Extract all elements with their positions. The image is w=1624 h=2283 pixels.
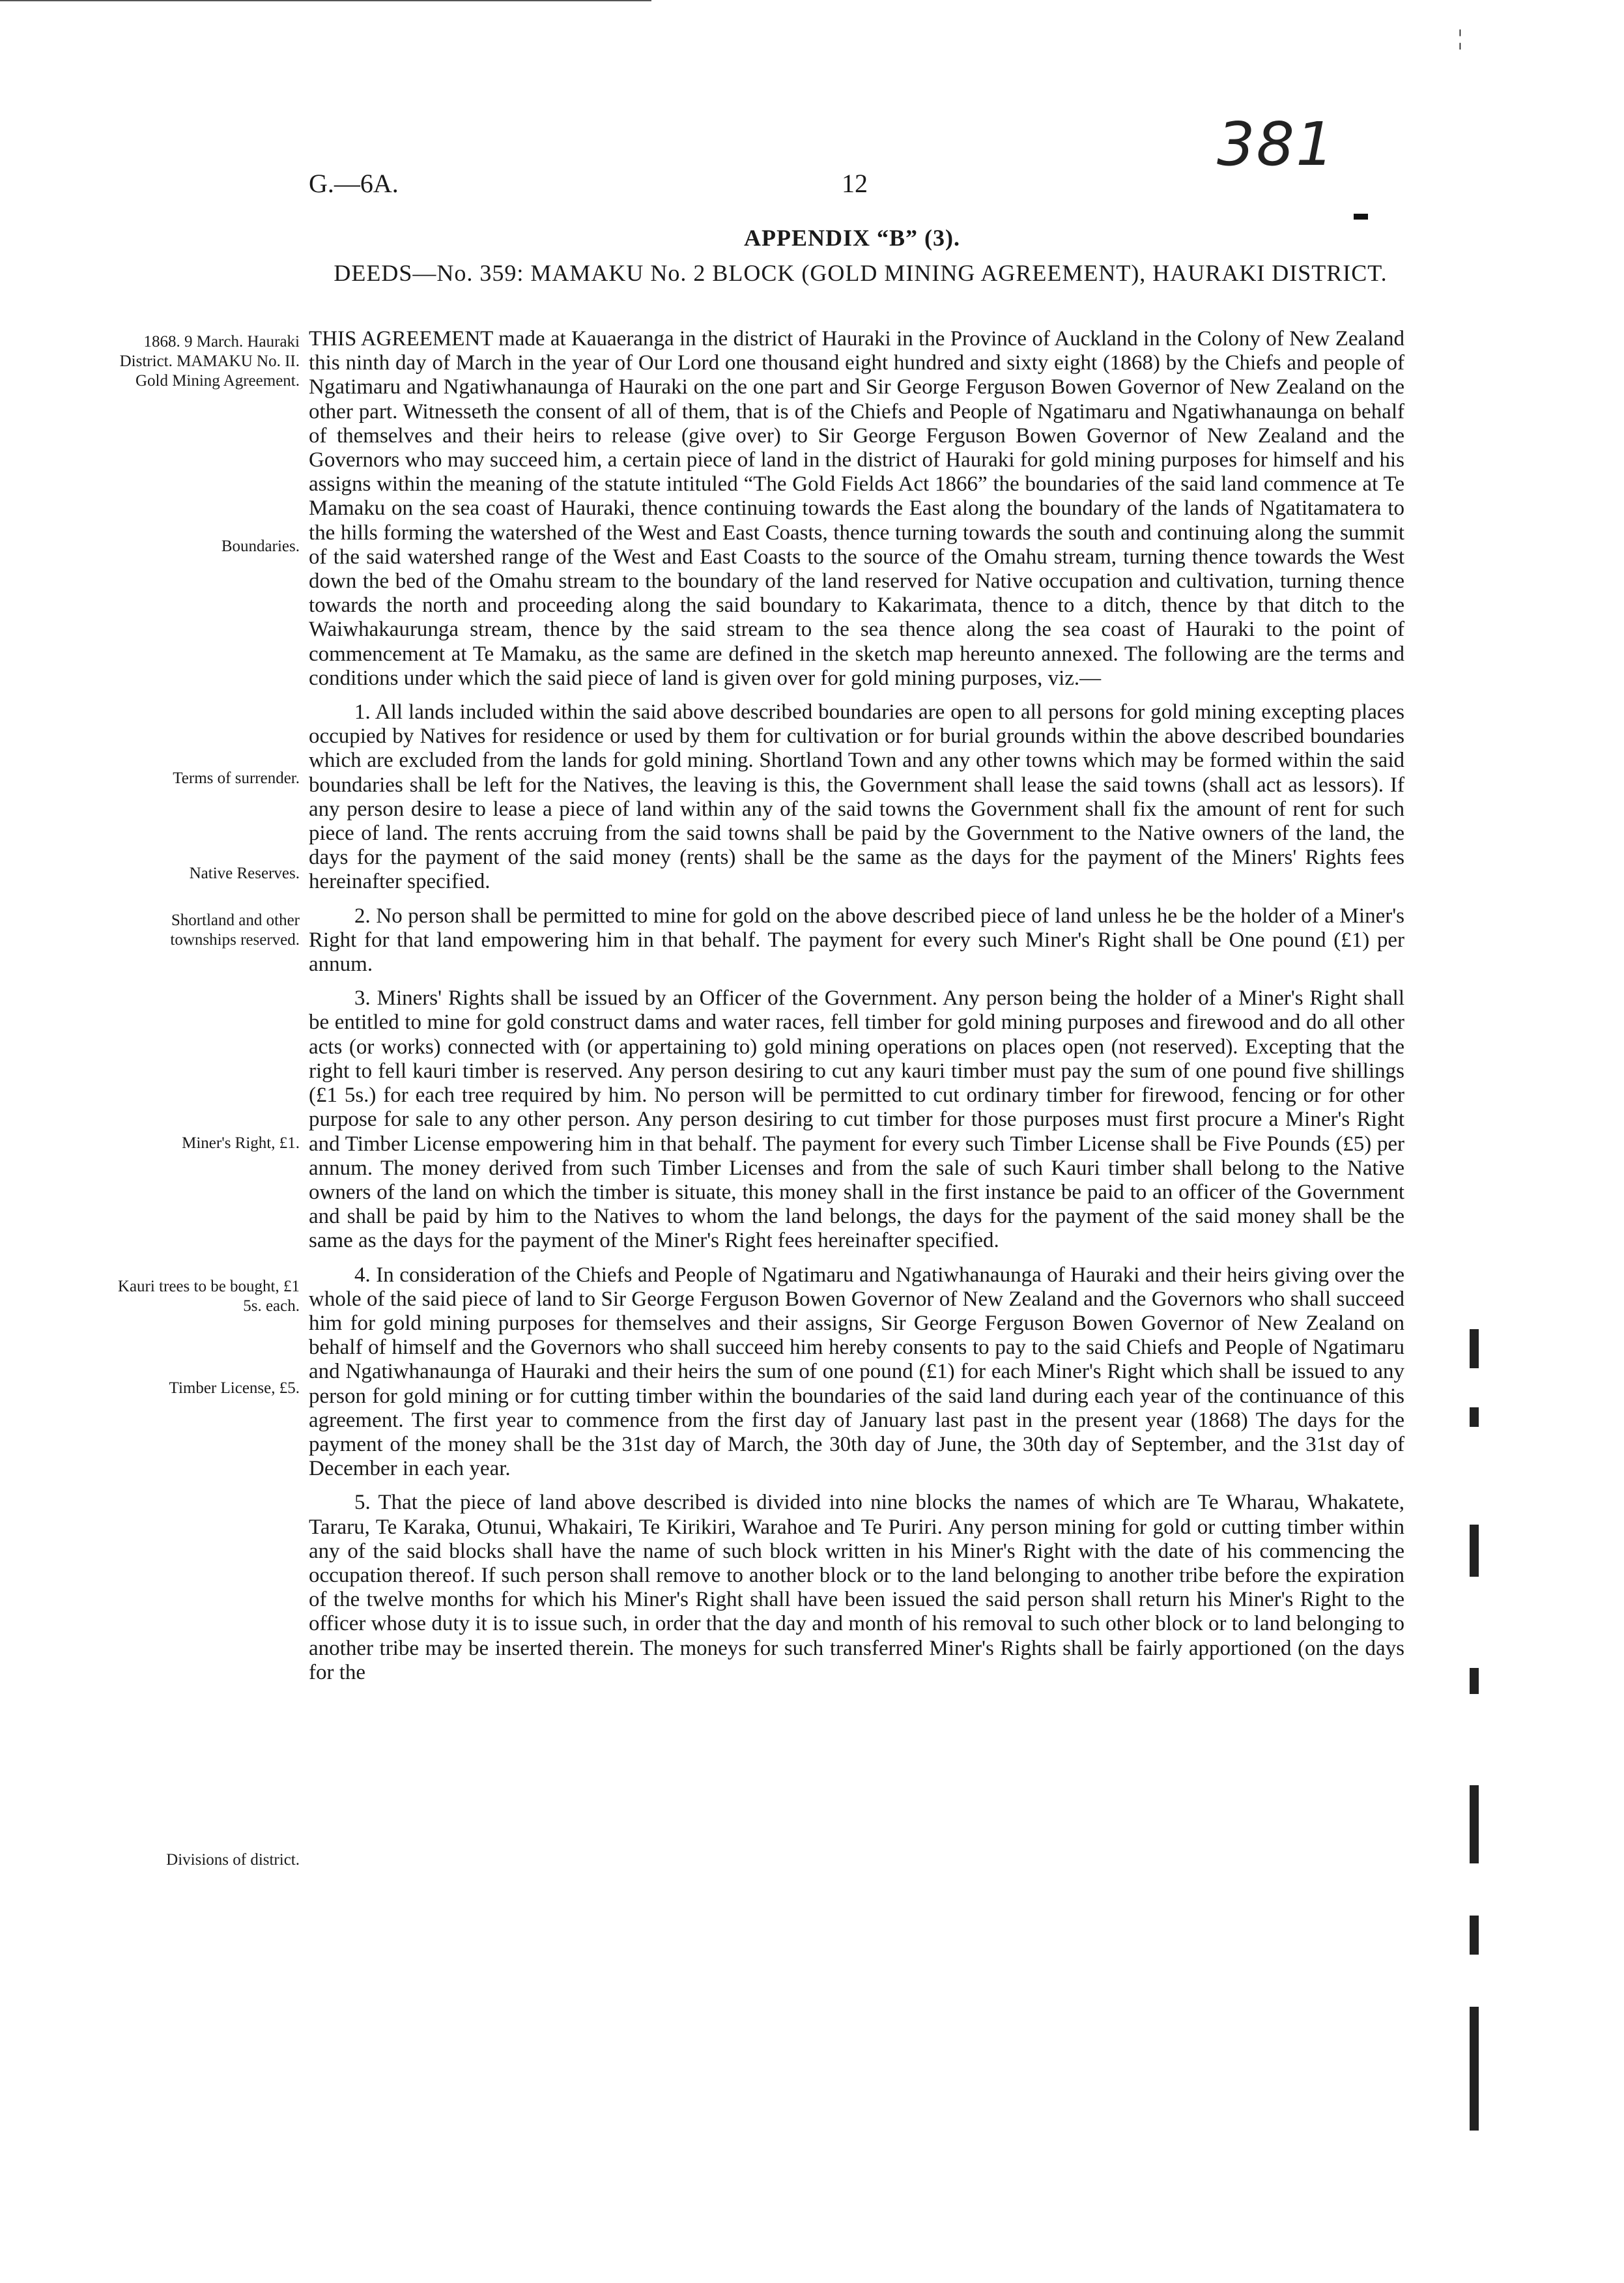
margin-note-boundaries: Boundaries.: [221, 538, 300, 555]
paragraph-3: 3. Miners' Rights shall be issued by an Officer of the Government. Any person being the holder of a Miner's Right shall be entitled to mine for gold construct dams and water races, fell timber for gold mining purposes and firewood and do all other acts (or works) connected with (or appertaining to) gold mining operations on places open (not reserved). Excepting that the right to fell kauri timber is reserved. Any person desiring to cut any kauri timber must pay the sum of one pound five shillings (£1 5s.) for each tree required by him. No person will be permitted to cut ordinary timber for firewood, fencing or for other purpose for sale to any other person. Any person desiring to cut timber for those purposes must first procure a Miner's Right and Timber License empowering him in that behalf. The payment for every such Timber License shall be Five Pounds (£5) per annum. The money derived from such Timber Licenses and from the sale of such Kauri timber shall belong to the Native owners of the land on which the timber is situate, this money shall in the first instance be paid to an officer of the Government and shall be paid by him to the Natives to whom the land belongs, the days for the payment of the said money shall be the same as the days for the payment of the Miner's Right fees hereinafter specified.: [309, 986, 1404, 1253]
margin-note-timber-license: Timber License, £5.: [169, 1379, 300, 1397]
scan-edge-marks: [1470, 1329, 1479, 2137]
paragraph-1: 1. All lands included within the said above described boundaries are open to all persons for gold mining excepting places occupied by Natives for residence or used by them for cultivation or for burial grounds within the above described boundaries which are excluded from the lands for gold mining. Shortland Town and any other towns which may be formed within the said boundaries shall be left for the Natives, the leaving is this, the Government shall lease the said towns (shall act as lessors). If any person desire to lease a piece of land within any of the said towns the Government shall fix the amount of rent for such piece of land. The rents accruing from the said towns shall be paid by the Government to the Native owners of the land, the days for the payment of the said money (rents) shall be the same as the days for the payment of the Miners' Rights fees hereinafter specified.: [309, 700, 1404, 894]
corner-mark: ¦: [1458, 26, 1462, 50]
margin-note-terms: Terms of surrender.: [173, 769, 300, 787]
margin-note-kauri: Kauri trees to be bought, £1 5s. each.: [117, 1278, 300, 1315]
margin-note-native-reserves: Native Reserves.: [189, 865, 300, 882]
paragraph-4: 4. In consideration of the Chiefs and People of Ngatimaru and Ngatiwhanaunga of Hauraki and their heirs giving over the whole of the said piece of land to Sir George Ferguson Bowen Governor of New Zealand and the Governors who shall succeed him for gold mining purposes for themselves and their assigns, Sir George Ferguson Bowen Governor of New Zealand on behalf of himself and the Governors who shall succeed him hereby consents to pay to the said Chiefs and People of Ngatimaru and Ngatiwhanaunga of Hauraki and their heirs the sum of one pound (£1) for each Miner's Right which shall be issued to any person for gold mining or for cutting timber within the boundaries of the said land during each year of the continuance of this agreement. The first year to commence from the first day of January last past in the present year (1868) The days for the payment of the money shall be the 31st day of March, the 30th day of June, the 30th day of September, and the 31st day of December in each year.: [309, 1263, 1404, 1481]
paragraph-2: 2. No person shall be permitted to mine for gold on the above described piece of land unless he be the holder of a Miner's Right for that land empowering him in that behalf. The payment for every such Miner's Right shall be One pound (£1) per annum.: [309, 904, 1404, 977]
margin-note-townships: Shortland and other townships reserved.: [170, 912, 300, 949]
top-rule: [0, 0, 651, 1]
margin-note-miners-right: Miner's Right, £1.: [182, 1134, 300, 1152]
paragraph-5: 5. That the piece of land above described is divided into nine blocks the names of which are Te Wharau, Whakatete, Tararu, Te Karaka, Otunui, Whakairi, Te Kirikiri, Warahoe and Te Puriri. Any person mining for gold or cutting timber within any of the said blocks shall have the name of such block written in his Miner's Right with the date of his commencing the occupation thereof. If such person shall remove to another block or to the land belonging to another tribe before the expiration of the twelve months for which his Miner's Right shall have been issued the said person shall return his Miner's Right to the officer whose duty it is to issue such, in order that the day and month of his removal to such other block or to land belonging to another tribe may be inserted therein. The moneys for such transferred Miner's Rights shall be fairly apportioned (on the days for the: [309, 1491, 1404, 1684]
page-number: 12: [842, 169, 868, 198]
appendix-title: APPENDIX “B” (3).: [744, 225, 960, 251]
handwritten-folio-number: 381: [1217, 109, 1335, 179]
dash-mark: [1354, 214, 1368, 220]
document-reference: G.—6A.: [309, 169, 399, 198]
margin-note-date: 1868. 9 March. Hauraki District. MAMAKU No. II. Gold Mining Agreement.: [119, 333, 300, 390]
paragraph-preamble: THIS AGREEMENT made at Kauaeranga in the district of Hauraki in the Province of Auckland in the Colony of New Zealand this ninth day of March in the year of Our Lord one thousand eight hundred and sixty eight (1868) by the Chiefs and people of Ngatimaru and Ngatiwhanaunga of Hauraki on the one part and Sir George Ferguson Bowen Governor of New Zealand on the other part. Witnesseth the consent of all of them, that is of the Chiefs and People of Ngatimaru and Ngatiwhanaunga on behalf of themselves and their heirs to release (give over) to Sir George Ferguson Bowen Governor of New Zealand and the Governors who may succeed him, a certain piece of land in the district of Hauraki for gold mining purposes for himself and his assigns within the meaning of the statute intituled “The Gold Fields Act 1866” the boundaries of the said land commence at Te Mamaku on the sea coast of Hauraki, thence continuing towards the East along the boundary of the lands of Ngatitamatera to the hills forming the watershed of the West and East Coasts, thence turning towards the south and continuing along the summit of the said watershed range of the West and East Coasts to the source of the Omahu stream, turning thence towards the West down the bed of the Omahu stream to the boundary of the land reserved for Native occupation and cultivation, turning thence towards the north and proceeding along the said boundary to Kakarimata, thence to a ditch, thence by that ditch to the Waiwhakaurunga stream, thence by the said stream to the sea thence along the sea coast of Hauraki to the point of commencement at Te Mamaku, as the same are defined in the sketch map hereunto annexed. The following are the terms and conditions under which the said piece of land is given over for gold mining purposes, viz.—: [309, 327, 1404, 690]
deed-title: DEEDS—No. 359: MAMAKU No. 2 BLOCK (GOLD MINING AGREEMENT), HAURAKI DISTRICT.: [334, 260, 1388, 286]
margin-note-divisions: Divisions of district.: [166, 1851, 300, 1869]
agreement-body: [309, 327, 1404, 1695]
